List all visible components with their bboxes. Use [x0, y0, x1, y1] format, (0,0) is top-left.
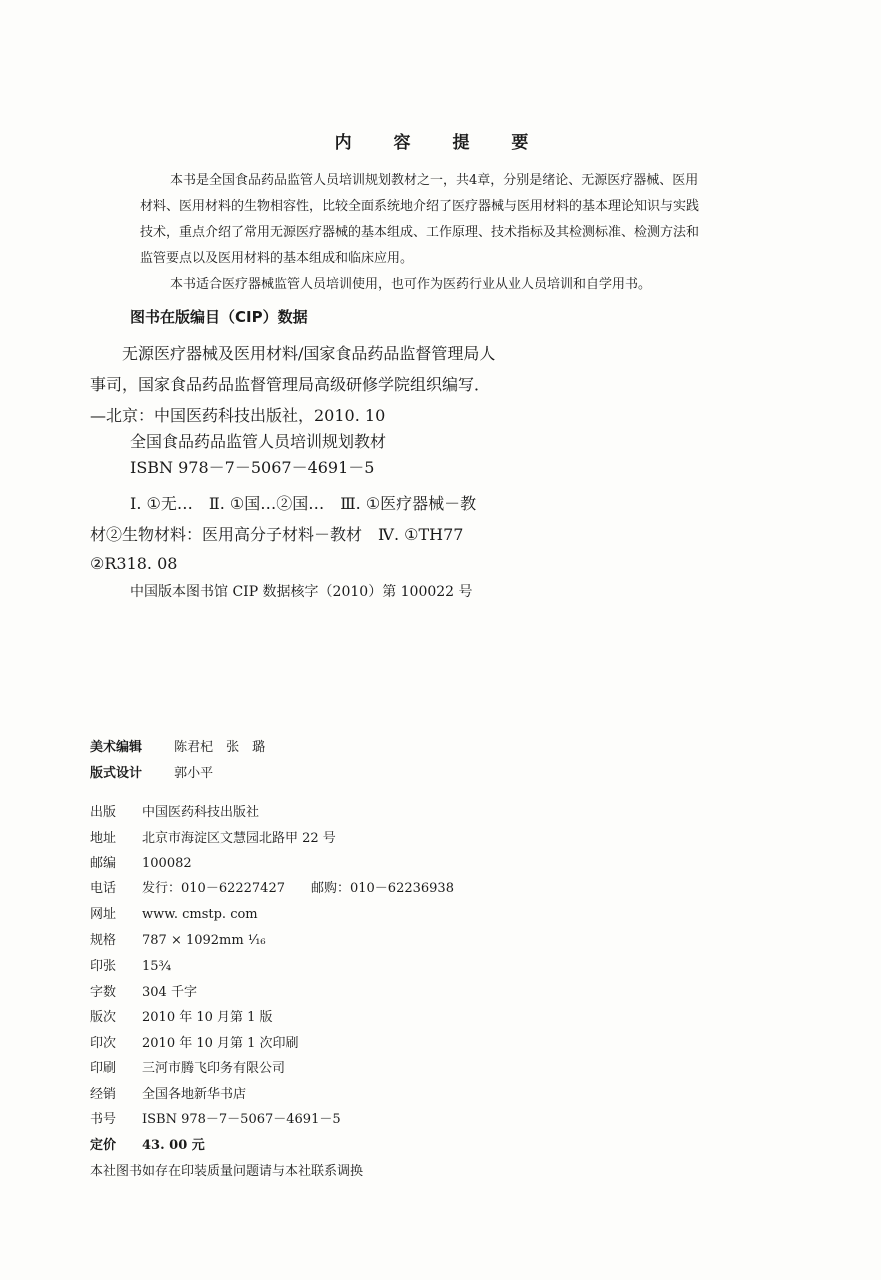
price-row — [90, 1133, 205, 1158]
publication-label: 书号 — [90, 1112, 117, 1127]
cip-line-2: 事司，国家食品药品监督管理局高级研修学院组织编写． — [90, 375, 491, 394]
layout-design-value: 郭小平 — [174, 766, 214, 781]
publication-row — [90, 800, 259, 825]
publication-value: 304 千字 — [142, 985, 197, 1000]
price-label: 定价 — [90, 1138, 117, 1153]
publication-value: 2010 年 10 月第 1 版 — [142, 1010, 273, 1025]
publication-value: 2010 年 10 月第 1 次印刷 — [142, 1036, 299, 1051]
cip-line-4: 全国食品药品监管人员培训规划教材 — [130, 432, 387, 451]
publication-label: 印刷 — [90, 1061, 117, 1076]
cip-heading: 图书在版编目（CIP）数据 — [130, 308, 308, 326]
publication-row — [90, 1107, 341, 1132]
publication-value: 发行：010－62227427 邮购：010－62236938 — [142, 881, 454, 896]
art-editor-label: 美术编辑 — [90, 740, 143, 755]
layout-design-row — [90, 761, 213, 786]
art-editor-row — [90, 735, 265, 760]
publication-row — [90, 851, 192, 876]
publication-label: 地址 — [90, 831, 117, 846]
publication-value: 全国各地新华书店 — [142, 1087, 247, 1102]
summary-line-4: 监管要点以及医用材料的基本组成和临床应用。 — [140, 251, 414, 266]
publication-label: 经销 — [90, 1087, 117, 1102]
publication-label: 网址 — [90, 907, 117, 922]
cip-line-8: ②R318. 08 — [90, 554, 178, 573]
publication-value: ISBN 978－7－5067－4691－5 — [142, 1112, 341, 1127]
cip-line-1: 无源医疗器械及医用材料/国家食品药品监督管理局人 — [122, 344, 496, 363]
publication-row — [90, 1082, 246, 1107]
publication-label: 字数 — [90, 985, 117, 1000]
publication-label: 出版 — [90, 805, 117, 820]
price-value: 43. 00 元 — [142, 1138, 205, 1153]
publication-value: www. cmstp. com — [142, 907, 258, 922]
publication-row — [90, 954, 171, 979]
cip-line-3: —北京：中国医药科技出版社，2010. 10 — [90, 406, 386, 425]
publication-label: 规格 — [90, 933, 117, 948]
publication-value: 15¾ — [142, 959, 172, 974]
publication-row — [90, 1056, 285, 1081]
art-editor-value: 陈君杞 张 璐 — [174, 740, 266, 755]
publication-label: 版次 — [90, 1010, 117, 1025]
publication-value: 北京市海淀区文慧园北路甲 22 号 — [142, 831, 336, 846]
summary-line-1: 本书是全国食品药品监管人员培训规划教材之一，共4章，分别是绪论、无源医疗器械、医用 — [170, 173, 699, 188]
quality-notice: 本社图书如存在印装质量问题请与本社联系调换 — [90, 1164, 364, 1179]
cip-line-7: 材②生物材料：医用高分子材料－教材 Ⅳ. ①TH77 — [90, 525, 464, 544]
publication-value: 三河市腾飞印务有限公司 — [142, 1061, 286, 1076]
cip-line-5: ISBN 978－7－5067－4691－5 — [130, 458, 375, 477]
publication-row — [90, 980, 197, 1005]
summary-line-2: 材料、医用材料的生物相容性，比较全面系统地介绍了医疗器械与医用材料的基本理论知识与实践 — [140, 199, 700, 214]
publication-value: 787 × 1092mm ¹⁄₁₆ — [142, 933, 266, 948]
publication-value: 中国医药科技出版社 — [142, 805, 260, 820]
publication-label: 印张 — [90, 959, 117, 974]
publication-row — [90, 1031, 299, 1056]
publication-row — [90, 826, 336, 851]
publication-row — [90, 928, 266, 953]
publication-label: 电话 — [90, 881, 117, 896]
layout-design-label: 版式设计 — [90, 766, 143, 781]
publication-row — [90, 902, 258, 927]
cip-line-6: Ⅰ. ①无… Ⅱ. ①国…②国… Ⅲ. ①医疗器械－教 — [130, 494, 477, 513]
summary-line-3: 技术，重点介绍了常用无源医疗器械的基本组成、工作原理、技术指标及其检测标准、检测方法和 — [140, 225, 700, 240]
summary-line-5: 本书适合医疗器械监管人员培训使用，也可作为医药行业从业人员培训和自学用书。 — [170, 277, 652, 292]
publication-value: 100082 — [142, 856, 192, 871]
summary-title: 内 容 提 要 — [334, 133, 547, 153]
publication-label: 印次 — [90, 1036, 117, 1051]
cip-verify-number: 中国版本图书馆 CIP 数据核字（2010）第 100022 号 — [130, 584, 473, 600]
publication-row — [90, 1005, 273, 1030]
publication-label: 邮编 — [90, 856, 117, 871]
publication-row — [90, 876, 454, 901]
